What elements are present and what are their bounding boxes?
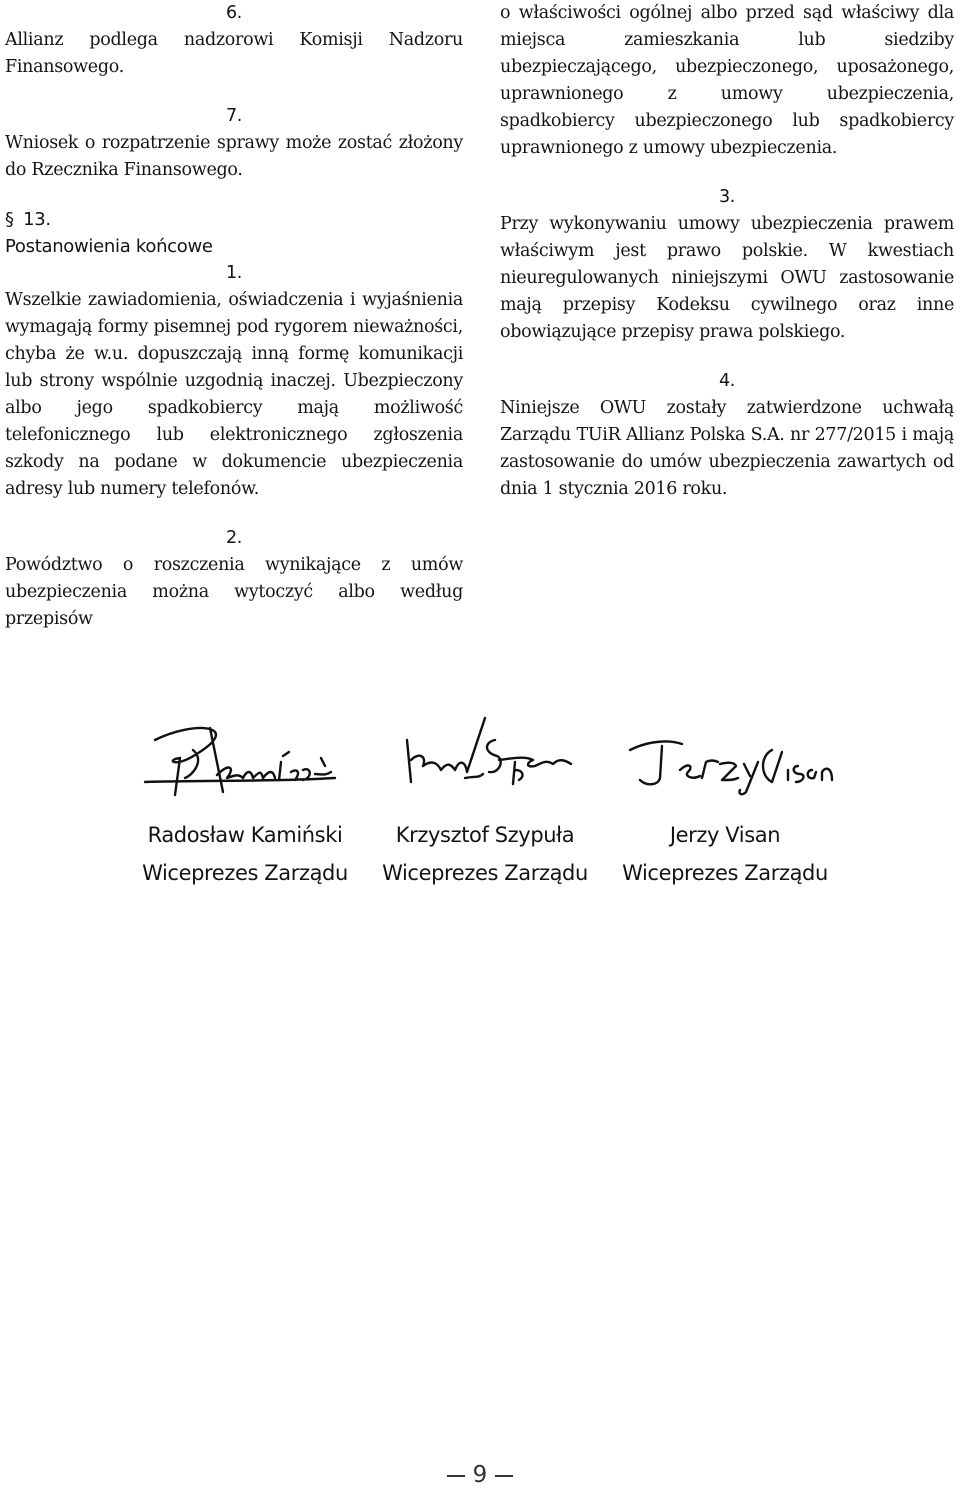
signatory-visan <box>610 700 840 892</box>
signatory-szypula <box>370 700 600 892</box>
handwritten-signature-szypula <box>375 700 595 810</box>
left-column <box>5 0 463 633</box>
paragraph-text: Niniejsze OWU zostały zatwierdzone uchwałą Zarządu TUiR Allianz Polska S.A. nr 277/2015 i mają zastosowanie do umów ubezpieczenia zawartych od dnia 1 stycznia 2016 roku. <box>500 398 954 499</box>
paragraph-text: Allianz podlega nadzorowi Komisji Nadzoru Finansowego. <box>5 30 463 77</box>
paragraph-number: 6. <box>225 3 243 23</box>
section-symbol: § <box>5 209 14 230</box>
handwritten-signature-kaminski <box>135 700 355 810</box>
paragraph-number: 3. <box>718 187 736 207</box>
signatory-kaminski <box>130 700 360 892</box>
signatory-role: Wiceprezes Zarządu <box>142 861 348 885</box>
page-number-value: 9 <box>472 1462 488 1488</box>
signatory-role: Wiceprezes Zarządu <box>382 861 588 885</box>
dash-left <box>447 1475 465 1477</box>
signatory-name: Krzysztof Szypuła <box>395 823 575 847</box>
paragraph-number: 7. <box>225 106 243 126</box>
chapter-number: 13. <box>23 209 51 230</box>
chapter-title: Postanowienia końcowe <box>5 236 213 257</box>
page-number <box>0 1462 960 1488</box>
handwritten-signature-visan <box>610 700 840 810</box>
paragraph-text: Powództwo o roszczenia wynikające z umów ubezpieczenia można wytoczyć albo według przepisów <box>5 555 463 629</box>
paragraph-text: Przy wykonywaniu umowy ubezpieczenia prawem właściwym jest prawo polskie. W kwestiach nieuregulowanych niniejszymi OWU zastosowanie mają przepisy Kodeksu cywilnego oraz inne obowiązujące przepisy prawa polskiego. <box>500 214 954 342</box>
right-column <box>500 0 954 503</box>
paragraph-number: 4. <box>718 371 736 391</box>
paragraph-number: 1. <box>225 263 243 283</box>
dash-right <box>495 1475 513 1477</box>
paragraph-text: Wniosek o rozpatrzenie sprawy może zostać złożony do Rzecznika Finansowego. <box>5 133 463 180</box>
signatory-name: Radosław Kamiński <box>147 823 343 847</box>
paragraph-number: 2. <box>225 528 243 548</box>
signature-block <box>130 700 850 900</box>
signatory-name: Jerzy Visan <box>669 823 781 847</box>
paragraph-text: Wszelkie zawiadomienia, oświadczenia i wyjaśnienia wymagają formy pisemnej pod rygorem nieważności, chyba że w.u. dopuszczają inną formę komunikacji lub strony wspólnie uzgodnią inaczej. Ubezpieczony albo jego spadkobiercy mają możliwość telefonicznego lub elektronicznego zgłoszenia szkody na podane w dokumencie ubezpieczenia adresy lub numery telefonów. <box>5 290 463 499</box>
signatory-role: Wiceprezes Zarządu <box>622 861 828 885</box>
paragraph-text: o właściwości ogólnej albo przed sąd właściwy dla miejsca zamieszkania lub siedziby ubezpieczającego, ubezpieczonego, uposażonego, uprawnionego z umowy ubezpieczenia, spadkobiercy ubezpieczonego lub spadkobiercy uprawnionego z umowy ubezpieczenia. <box>500 3 954 158</box>
chapter-heading <box>5 206 463 233</box>
